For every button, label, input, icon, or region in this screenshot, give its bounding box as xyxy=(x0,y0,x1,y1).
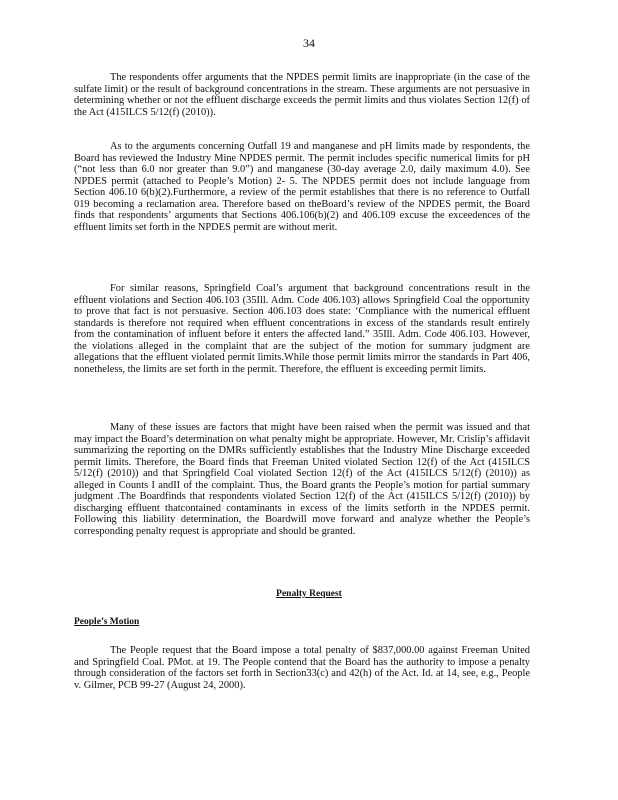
heading-peoples-motion-text: People’s Motion xyxy=(74,617,140,627)
paragraph-2-text: As to the arguments concerning Outfall 19 and manganese and pH limits made by respondents, the Board has reviewed the Industry Mine NPDES permit. The permit includes specific numerical limits for pH (“not less than 6.0 nor greater than 9.0”) and manganese (30-day average 2.0, daily maximum 4.0). See NPDES permit (attached to People’s Motion) 2- 5. The NPDES permit does not include language from Section 406.10 6(b)(2).Furthermore, a review of the permit establishes that there is no reference to Outfall 019 becoming a reclamation area. Therefore based on theBoard’s review of the NPDES permit, the Board finds that respondents’ arguments that Sections 406.106(b)(2) and 406.109 excuse the exceedences of the effluent limits set forth in the NPDES permit are without merit. xyxy=(74,141,530,233)
heading-penalty-request-text: Penalty Request xyxy=(276,589,342,599)
paragraph-2 xyxy=(74,141,530,233)
paragraph-5 xyxy=(74,645,530,691)
paragraph-1-text: The respondents offer arguments that the NPDES permit limits are inappropriate (in the case of the sulfate limit) or the result of background concentrations in the stream. These arguments are not persuasive in determining whether or not the effluent discharge exceeds the permit limits and thus violates Section 12(f) of the Act (415ILCS 5/12(f) (2010)). xyxy=(74,72,530,118)
paragraph-4-text: Many of these issues are factors that might have been raised when the permit was issued and that may impact the Board’s determination on what penalty might be appropriate. However, Mr. Crislip’s affidavit summarizing the reporting on the DMRs sufficiently establishes that the Industry Mine Discharge exceeded permit limits. Therefore, the Board finds that Freeman United violated Section 12(f) of the Act (415ILCS 5/12(f) (2010)) and that Springfield Coal violated Section 12(f) of the Act (415ILCS 5/12(f) (2010)) as alleged in Counts I andII of the complaint. Thus, the Board grants the People’s motion for partial summary judgment .The Boardfinds that respondents violated Section 12(f) of the Act (415ILCS 5/12(f) (2010)) by discharging effluent thatcontained contaminants in excess of the limits setforth in the NPDES permit. Following this liability determination, the Boardwill move forward and analyze whether the People’s corresponding penalty request is appropriate and should be granted. xyxy=(74,422,530,537)
paragraph-4 xyxy=(74,422,530,537)
heading-penalty-request xyxy=(0,589,618,599)
page-number: 34 xyxy=(303,36,315,50)
paragraph-5-text: The People request that the Board impose a total penalty of $837,000.00 against Freeman United and Springfield Coal. PMot. at 19. The People contend that the Board has the authority to impose a penalty through consideration of the factors set forth in Section33(c) and 42(h) of the Act. Id. at 14, see, e.g., People v. Gilmer, PCB 99-27 (August 24, 2000). xyxy=(74,645,530,691)
paragraph-1 xyxy=(74,72,530,118)
heading-peoples-motion xyxy=(74,617,139,627)
paragraph-3-text: For similar reasons, Springfield Coal’s argument that background concentrations result in the effluent violations and Section 406.103 (35Ill. Adm. Code 406.103) allows Springfield Coal the opportunity to prove that fact is not persuasive. Section 406.103 does state: ‘Compliance with the numerical effluent standards is therefore not required when effluent concentrations in excess of the standards result entirely from the contamination of influent before it enters the affected land.” 35Ill. Adm. Code 406.103. However, the violations alleged in the complaint that are the subject of the motion for summary judgment are allegations that the effluent violated permit limits.While those permit limits mirror the standards in Part 406, nonetheless, the limits are set forth in the permit. Therefore, the effluent is exceeding permit limits. xyxy=(74,283,530,375)
paragraph-3 xyxy=(74,283,530,375)
